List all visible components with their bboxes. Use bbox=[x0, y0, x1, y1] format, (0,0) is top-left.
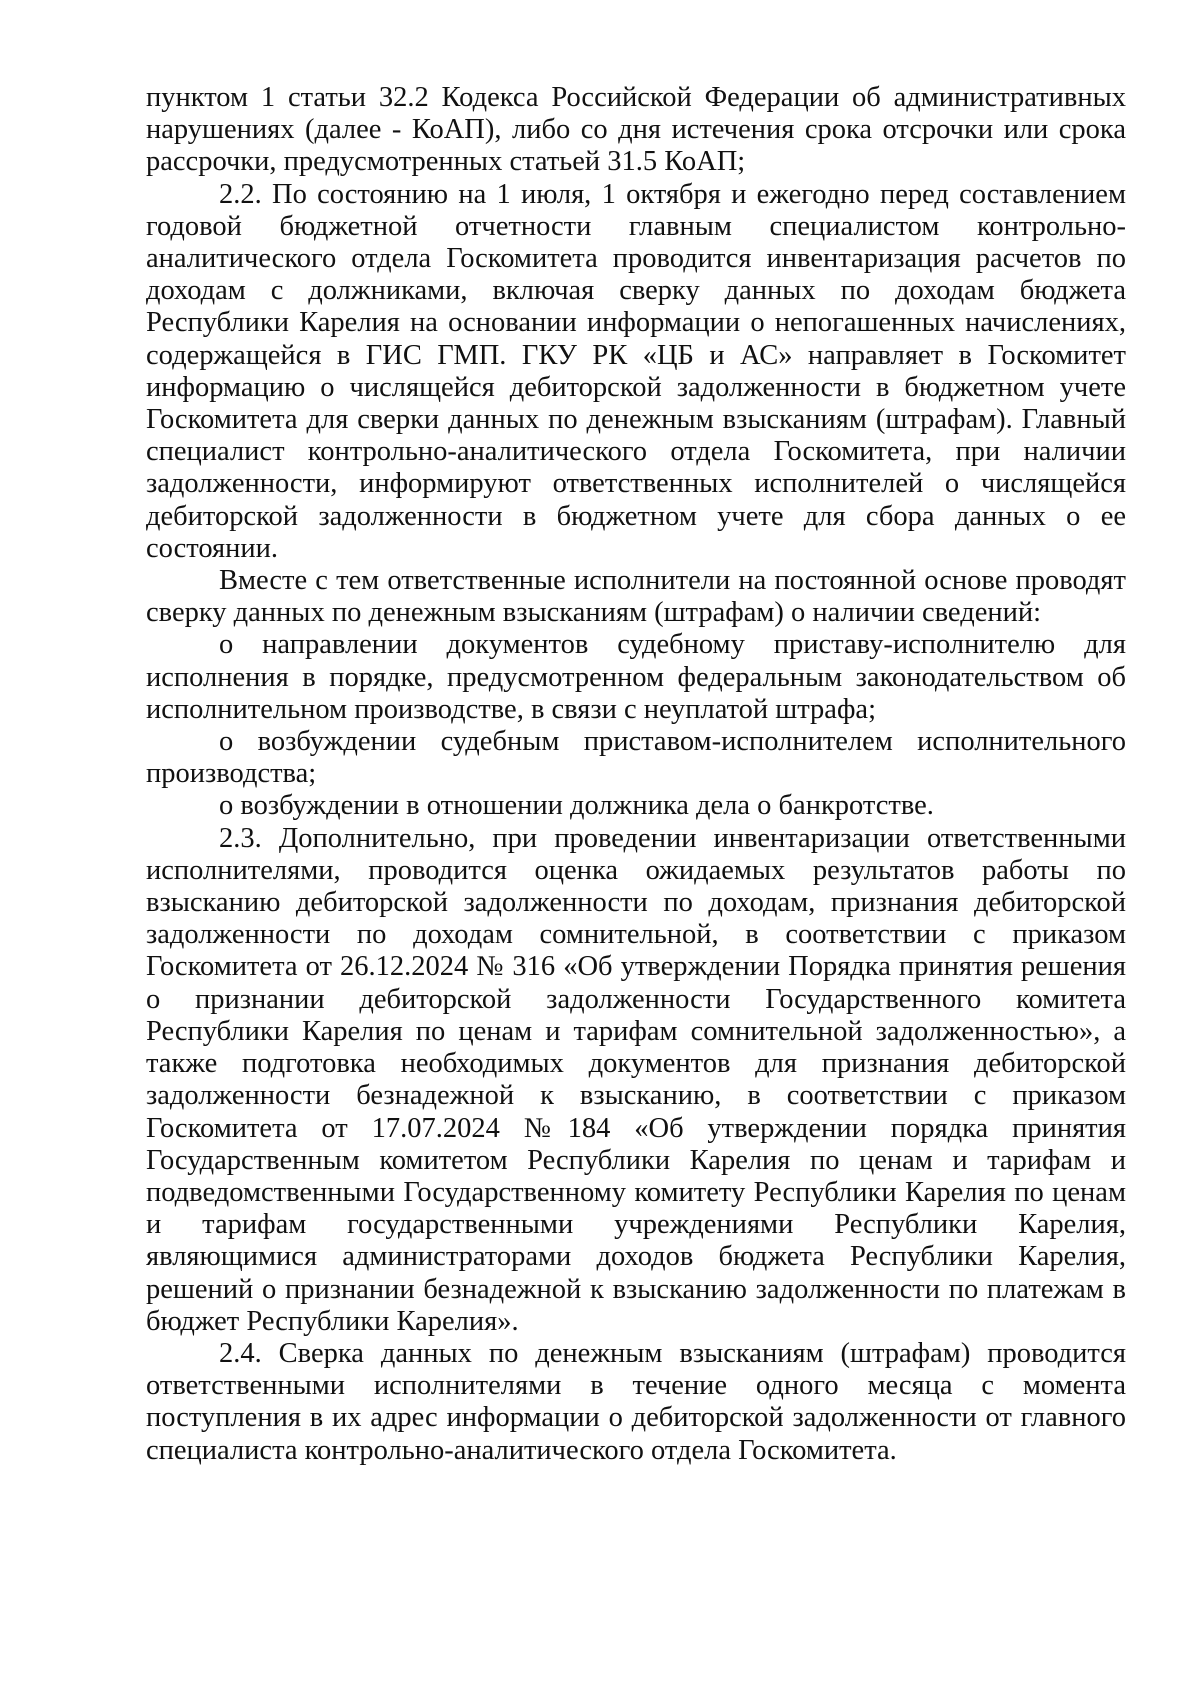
paragraph-2-2-inventory: 2.2. По состоянию на 1 июля, 1 октября и ежегодно перед составлением годовой бюджетной отчетности главным специалистом контрольно-аналитического отдела Госкомитета проводится инвентаризация расчетов по доходам с должниками, включая сверку данных по доходам бюджета Республики Карелия на основании информации о непогашенных начислениях, содержащейся в ГИС ГМП. ГКУ РК «ЦБ и АС» направляет в Госкомитет информацию о числящейся дебиторской задолженности в бюджетном учете Госкомитета для сверки данных по денежным взысканиям (штрафам). Главный специалист контрольно-аналитического отдела Госкомитета, при наличии задолженности, информируют ответственных исполнителей о числящейся дебиторской задолженности в бюджетном учете для сбора данных о ее состоянии. bbox=[146, 178, 1126, 564]
paragraph-2-4-reconciliation-term: 2.4. Сверка данных по денежным взысканиям (штрафам) проводится ответственными исполнителями в течение одного месяца с момента поступления в их адрес информации о дебиторской задолженности от главного специалиста контрольно-аналитического отдела Госкомитета. bbox=[146, 1337, 1126, 1466]
paragraph-bailiff-documents: о направлении документов судебному приставу-исполнителю для исполнения в порядке, предусмотренном федеральным законодательством об исполнительном производстве, в связи с неуплатой штрафа; bbox=[146, 629, 1126, 725]
paragraph-reconciliation: Вместе с тем ответственные исполнители на постоянной основе проводят сверку данных по денежным взысканиям (штрафам) о наличии сведений: bbox=[146, 565, 1126, 629]
paragraph-2-3-assessment: 2.3. Дополнительно, при проведении инвентаризации ответственными исполнителями, проводится оценка ожидаемых результатов работы по взысканию дебиторской задолженности по доходам, признания дебиторской задолженности по доходам сомнительной, в соответствии с приказом Госкомитета от 26.12.2024 № 316 «Об утверждении Порядка принятия решения о признании дебиторской задолженности Государственного комитета Республики Карелия по ценам и тарифам сомнительной задолженностью», а также подготовка необходимых документов для признания дебиторской задолженности безнадежной к взысканию, в соответствии с приказом Госкомитета от 17.07.2024 №184 «Об утверждении порядка принятия Государственным комитетом Республики Карелия по ценам и тарифам и подведомственными Государственному комитету Республики Карелия по ценам и тарифам государственными учреждениями Республики Карелия, являющимися администраторами доходов бюджета Республики Карелия, решений о признании безнадежной к взысканию задолженности по платежам в бюджет Республики Карелия». bbox=[146, 822, 1126, 1337]
document-body bbox=[146, 82, 1126, 1467]
paragraph-koap-reference: пунктом 1 статьи 32.2 Кодекса Российской Федерации об административных нарушениях (далее - КоАП), либо со дня истечения срока отсрочки или срока рассрочки, предусмотренных статьей 31.5 КоАП; bbox=[146, 82, 1126, 178]
paragraph-bankruptcy: о возбуждении в отношении должника дела о банкротстве. bbox=[219, 790, 934, 822]
paragraph-enforcement-proceedings: о возбуждении судебным приставом-исполнителем исполнительного производства; bbox=[146, 726, 1126, 790]
